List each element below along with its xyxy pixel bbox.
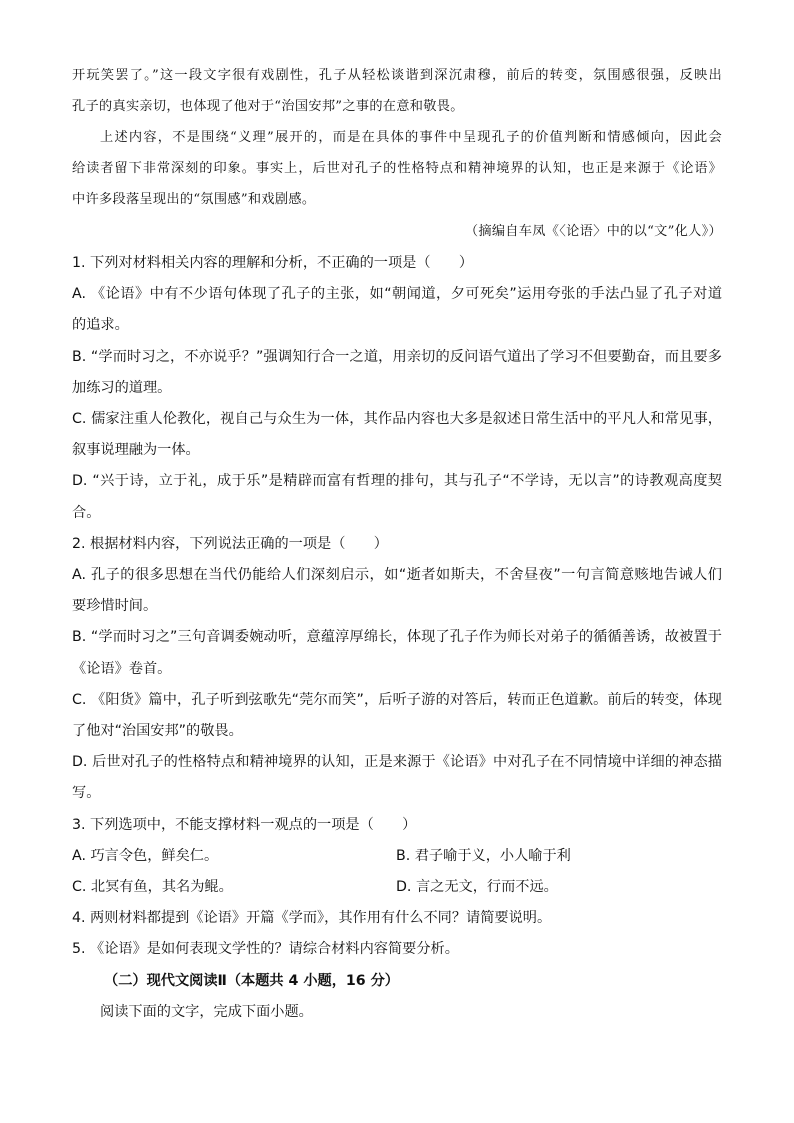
question-3-stem: 3. 下列选项中，不能支撑材料一观点的一项是（ ） (72, 817, 417, 833)
passage-line: 开玩笑罢了。”这一段文字很有戏剧性，孔子从轻松谈谐到深沉肃穆，前后的转变，氛围感很强，反映出 (72, 68, 722, 83)
question-1-option-b: B. “学而时习之，不亦说乎？”强调知行合一之道，用亲切的反问语气道出了学习不但要勤奋，而且要多 (72, 349, 722, 365)
question-1-option-b-cont: 加练习的道理。 (72, 380, 172, 396)
question-3-option-d: D. 言之无文，行而不远。 (396, 879, 558, 895)
question-1-stem: 1. 下列对材料相关内容的理解和分析，不正确的一项是（ ） (72, 255, 474, 271)
passage-line: 上述内容，不是围绕“义理”展开的，而是在具体的事件中呈现孔子的价值判断和情感倾向，因此会 (100, 130, 722, 145)
section-heading: （二）现代文阅读Ⅱ（本题共 4 小题，16 分） (104, 973, 399, 989)
question-2-option-a-cont: 要珍惜时间。 (72, 598, 158, 614)
passage-line: 孔子的真实亲切，也体现了他对于“治国安邦”之事的在意和敬畏。 (72, 99, 464, 114)
source-citation: （摘编自车凤《〈论语〉中的以“文”化人》） (464, 224, 722, 239)
question-1-option-a-cont: 的追求。 (72, 317, 129, 333)
question-2-option-c-cont: 了他对“治国安邦”的敬畏。 (72, 723, 243, 739)
question-3-option-a: A. 巧言令色，鲜矣仁。 (72, 848, 219, 864)
question-2-option-c: C. 《阳货》篇中，孔子听到弦歌先“莞尔而笑”，后听子游的对答后，转而正色道歉。前后的转变，体现 (72, 692, 722, 708)
question-1-option-c: C. 儒家注重人伦教化，视自己与众生为一体，其作品内容也大多是叙述日常生活中的平凡人和常见事， (72, 411, 722, 427)
question-2-option-d: D. 后世对孔子的性格特点和精神境界的认知，正是来源于《论语》中对孔子在不同情境中详细的神态描 (72, 754, 722, 770)
question-2-option-a: A. 孔子的很多思想在当代仍能给人们深刻启示，如“逝者如斯夫，不舍昼夜”一句言简意赅地告诫人们 (72, 567, 722, 583)
question-3-option-c: C. 北冥有鱼，其名为鲲。 (72, 879, 233, 895)
section-instruction: 阅读下面的文字，完成下面小题。 (100, 1004, 313, 1020)
passage-line: 给读者留下非常深刻的印象。事实上，后世对孔子的性格特点和精神境界的认知，也正是来源于《论语》 (72, 161, 722, 176)
question-2-option-b: B. “学而时习之”三句音调委婉动听，意蕴淳厚绵长，体现了孔子作为师长对弟子的循循善诱，故被置于 (72, 629, 722, 645)
question-2-option-d-cont: 写。 (72, 785, 101, 801)
question-5: 5. 《论语》是如何表现文学性的？请综合材料内容简要分析。 (72, 941, 459, 957)
question-2-stem: 2. 根据材料内容，下列说法正确的一项是（ ） (72, 536, 388, 552)
question-1-option-a: A. 《论语》中有不少语句体现了孔子的主张，如“朝闻道，夕可死矣”运用夸张的手法凸显了孔子对道 (72, 286, 722, 302)
question-4: 4. 两则材料都提到《论语》开篇《学而》，其作用有什么不同？请简要说明。 (72, 910, 552, 926)
question-1-option-c-cont: 叙事说理融为一体。 (72, 442, 200, 458)
question-3-option-b: B. 君子喻于义，小人喻于利 (396, 848, 571, 864)
question-1-option-d-cont: 合。 (72, 505, 101, 521)
question-1-option-d: D. “兴于诗，立于礼，成于乐”是精辟而富有哲理的排句，其与孔子“不学诗，无以言”的诗教观高度契 (72, 473, 722, 489)
passage-line: 中许多段落呈现出的“氛围感”和戏剧感。 (72, 192, 316, 207)
question-2-option-b-cont: 《论语》卷首。 (72, 661, 172, 677)
